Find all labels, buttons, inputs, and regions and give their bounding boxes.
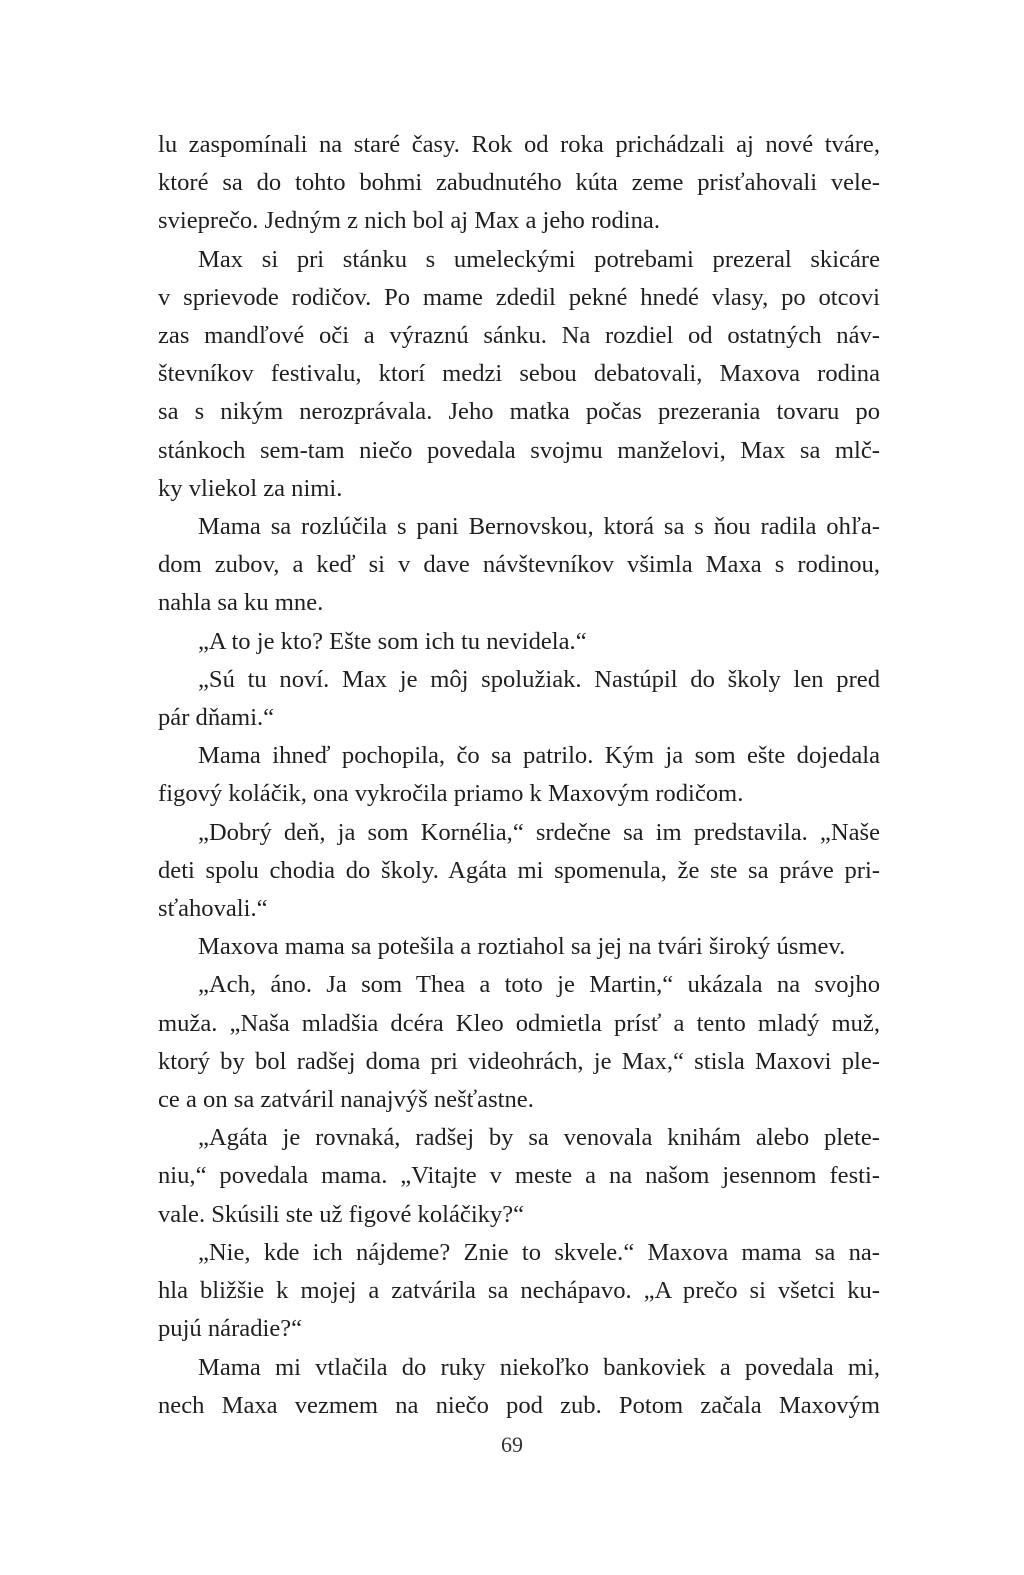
text-line: Max si pri stánku s umeleckými potrebami prezeral skicáre xyxy=(198,245,880,273)
text-line: „Ach, áno. Ja som Thea a toto je Martin,“ ukázala na svojho xyxy=(198,971,880,999)
page-number: 69 xyxy=(501,1432,523,1457)
text-line: dom zubov, a keď si v dave návštevníkov všimla Maxa s rodinou, xyxy=(158,551,880,579)
text-line: ktoré sa do tohto bohmi zabudnutého kúta zeme prisťahovali vele- xyxy=(158,169,880,197)
text-line: lu zaspomínali na staré časy. Rok od roka prichádzali aj nové tváre, xyxy=(158,131,880,158)
text-line: niu,“ povedala mama. „Vitajte v meste a na našom jesennom festi- xyxy=(158,1162,880,1190)
text-line: pár dňami.“ xyxy=(158,704,275,732)
text-line: Mama ihneď pochopila, čo sa patrilo. Kým ja som ešte dojedala xyxy=(198,742,880,770)
text-line: sa s nikým nerozprávala. Jeho matka počas prezerania tovaru po xyxy=(158,398,880,426)
text-line: deti spolu chodia do školy. Agáta mi spomenula, že ste sa práve pri- xyxy=(158,856,880,884)
text-line: v sprievode rodičov. Po mame zdedil pekné hnedé vlasy, po otcovi xyxy=(158,283,880,311)
paragraph xyxy=(158,508,880,623)
paragraph xyxy=(158,241,880,508)
text-line: „Dobrý deň, ja som Kornélia,“ srdečne sa im predstavila. „Naše xyxy=(198,818,880,846)
text-line: nech Maxa vezmem na niečo pod zub. Potom začala Maxovým xyxy=(158,1391,880,1419)
text-line: hla bližšie k mojej a zatvárila sa nechápavo. „A prečo si všetci ku- xyxy=(158,1277,880,1305)
paragraph xyxy=(158,623,880,661)
text-line: „A to je kto? Ešte som ich tu nevidela.“ xyxy=(198,627,587,655)
text-line: vale. Skúsili ste už figové koláčiky?“ xyxy=(158,1200,525,1228)
text-line: ce a on sa zatváril nanajvýš nešťastne. xyxy=(158,1086,534,1114)
text-line: ktorý by bol radšej doma pri videohrách, je Max,“ stisla Maxovi ple- xyxy=(158,1047,880,1075)
paragraph xyxy=(158,737,880,813)
text-line: figový koláčik, ona vykročila priamo k Maxovým rodičom. xyxy=(158,780,744,808)
text-line: zas mandľové oči a výraznú sánku. Na rozdiel od ostatných náv- xyxy=(158,322,880,350)
text-line: pujú náradie?“ xyxy=(158,1315,303,1343)
text-line: stánkoch sem-tam niečo povedala svojmu manželovi, Max sa mlč- xyxy=(158,436,880,464)
text-line: Mama mi vtlačila do ruky niekoľko bankoviek a povedala mi, xyxy=(198,1353,880,1381)
paragraph xyxy=(158,814,880,929)
text-line: števníkov festivalu, ktorí medzi sebou debatovali, Maxova rodina xyxy=(158,360,880,388)
text-line: „Nie, kde ich nájdeme? Znie to skvele.“ Maxova mama sa na- xyxy=(198,1238,880,1266)
text-line: Mama sa rozlúčila s pani Bernovskou, ktorá sa s ňou radila ohľa- xyxy=(198,513,880,541)
paragraph xyxy=(158,661,880,737)
text-line: Maxova mama sa potešila a roztiahol sa jej na tvári široký úsmev. xyxy=(198,933,846,961)
text-line: „Agáta je rovnaká, radšej by sa venovala knihám alebo plete- xyxy=(198,1124,880,1152)
paragraph xyxy=(158,1234,880,1349)
text-line: nahla sa ku mne. xyxy=(158,589,324,617)
text-line: svieprečo. Jedným z nich bol aj Max a jeho rodina. xyxy=(158,207,660,235)
text-line: „Sú tu noví. Max je môj spolužiak. Nastúpil do školy len pred xyxy=(198,665,880,693)
text-line: muža. „Naša mladšia dcéra Kleo odmietla prísť a tento mladý muž, xyxy=(158,1009,880,1037)
text-line: sťahovali.“ xyxy=(158,895,268,923)
body-text xyxy=(158,126,880,1425)
paragraph xyxy=(158,966,880,1119)
text-line: ky vliekol za nimi. xyxy=(158,474,343,502)
paragraph xyxy=(158,126,880,241)
paragraph xyxy=(158,928,880,966)
paragraph xyxy=(158,1349,880,1425)
paragraph xyxy=(158,1119,880,1234)
